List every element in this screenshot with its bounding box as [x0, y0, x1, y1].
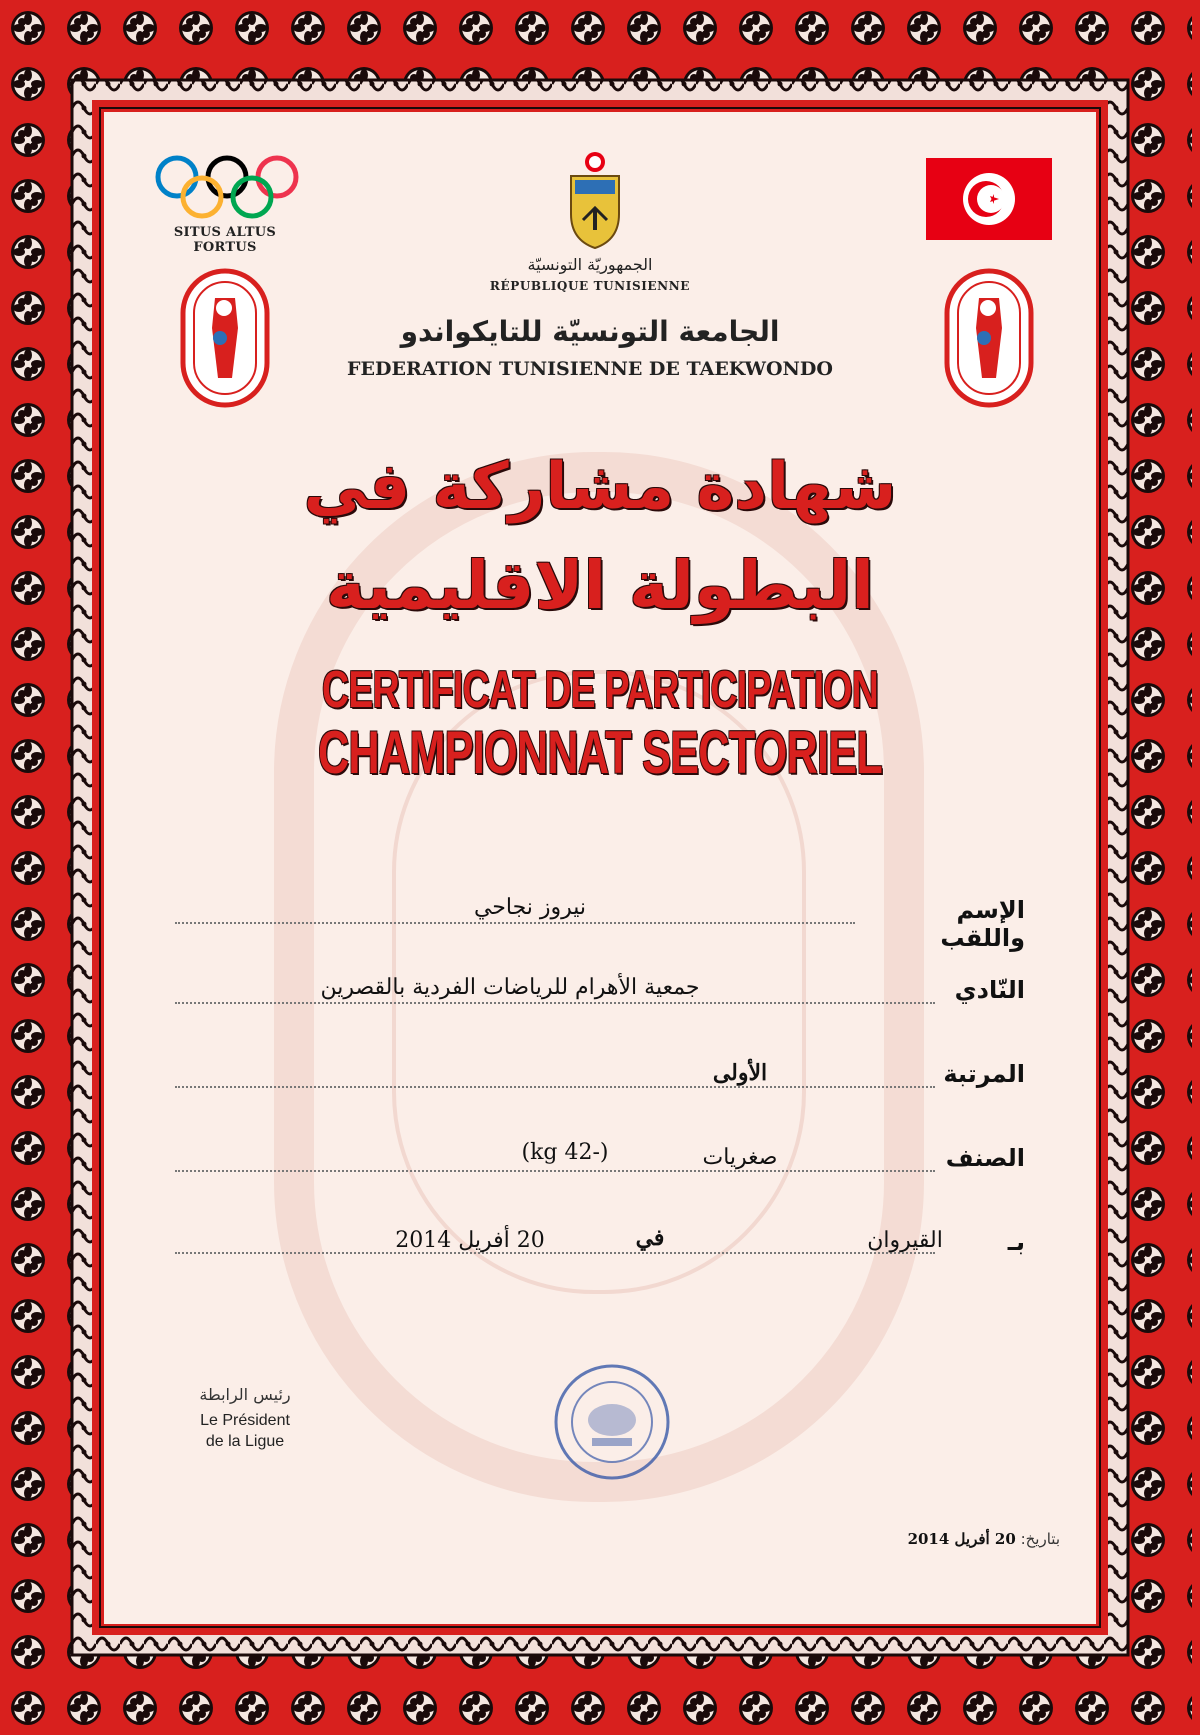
title-french-line2: CHAMPIONNAT SECTORIEL: [317, 719, 883, 786]
category-dotted-line: [175, 1170, 935, 1172]
olympic-motto: SITUS ALTUS FORTUS: [173, 225, 277, 255]
weight-value: (-42 kg): [521, 1140, 609, 1165]
title-french-line1: CERTIFICAT DE PARTICIPATION: [321, 661, 878, 719]
name-dotted-line: [175, 922, 855, 924]
issue-date-value: 20 أفريل 2014: [907, 1530, 1016, 1548]
club-label: النّادي: [954, 976, 1025, 1004]
president-label-french: [170, 1410, 320, 1452]
federation-name-french: FEDERATION TUNISIENNE DE TAEKWONDO: [347, 358, 833, 380]
president-label-french-line1: Le Président: [200, 1412, 290, 1429]
rank-label: المرتبة: [943, 1060, 1025, 1088]
in-word: في: [635, 1225, 665, 1251]
rank-value: الأولى: [712, 1060, 768, 1086]
coat-of-arms-icon: [565, 150, 625, 250]
date-value: 20 أفريل 2014: [395, 1228, 545, 1253]
republic-french: RÉPUBLIQUE TUNISIENNE: [489, 279, 691, 293]
club-dotted-line: [175, 1002, 935, 1004]
issue-date: [760, 1530, 1060, 1548]
name-value: نيروز نجاحي: [473, 895, 587, 920]
name-label: الإسم واللقب: [940, 896, 1025, 952]
president-label-french-line2: de la Ligue: [205, 1433, 285, 1450]
federation-name-arabic: الجامعة التونسيّة للتايكواندو: [400, 315, 780, 348]
club-value: جمعية الأهرام للرياضات الفردية بالقصرين: [320, 975, 700, 1000]
rank-dotted-line: [175, 1086, 935, 1088]
place-label: بـ: [1007, 1228, 1025, 1256]
president-label-arabic: رئيس الرابطة: [199, 1385, 291, 1404]
category-label: الصنف: [945, 1144, 1025, 1172]
title-arabic-line1: شهادة مشاركة في: [303, 450, 897, 524]
tunisian-flag-icon: [926, 158, 1052, 240]
federation-badge-left-icon: [180, 268, 270, 408]
federation-badge-right-icon: [944, 268, 1034, 408]
olympic-rings-icon: [152, 152, 302, 222]
category-value: صغريات: [702, 1145, 778, 1170]
place-value: القيروان: [867, 1228, 943, 1253]
republic-arabic: الجمهوريّة التونسيّة: [527, 255, 653, 274]
federation-stamp-icon: [552, 1362, 672, 1482]
issue-date-label: بتاريخ:: [1020, 1530, 1060, 1548]
title-arabic-line2: البطولة الاقليمية: [326, 547, 874, 624]
